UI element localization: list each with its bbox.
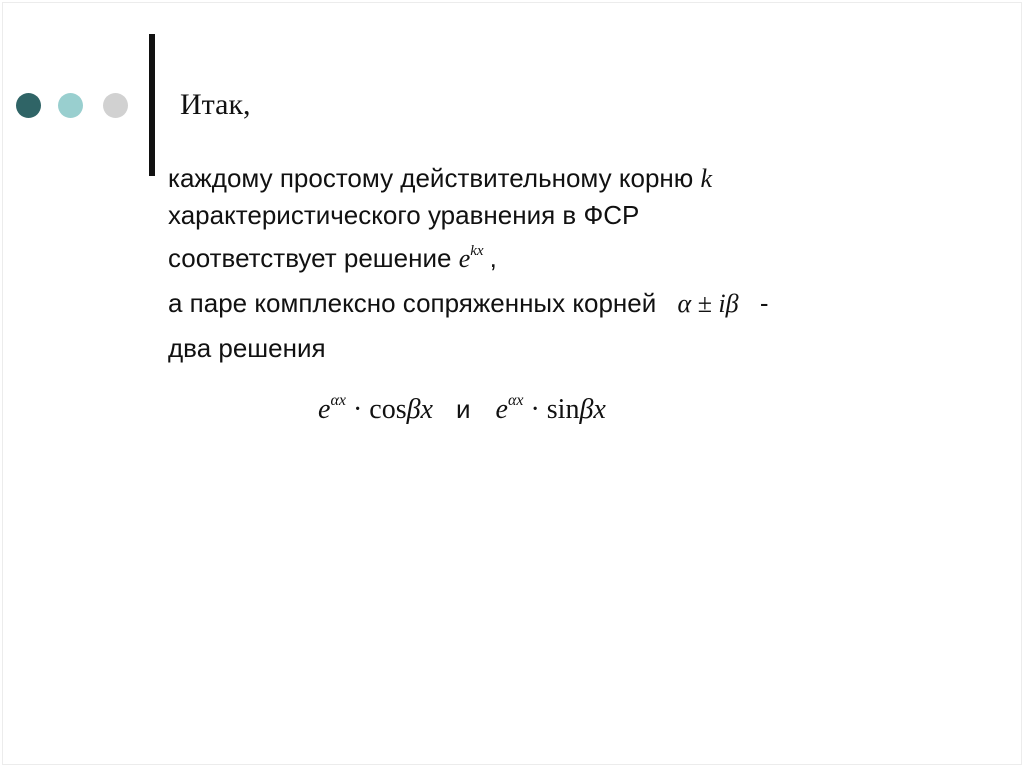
exp-power: kx xyxy=(470,243,484,259)
paragraph1-line1 xyxy=(168,160,988,197)
slide-title: Итак, xyxy=(180,88,251,121)
slide-body xyxy=(168,160,988,366)
formula-func-cos: cos xyxy=(369,394,407,425)
solution-exponential xyxy=(459,244,484,273)
paragraph1-line1-text: каждому простому действительному корню xyxy=(168,163,694,193)
bullet-dot-gray xyxy=(103,93,128,118)
formula-base-2: e xyxy=(495,394,508,425)
formula-exp-2: αx xyxy=(507,392,524,409)
paragraph1-line3 xyxy=(168,233,988,277)
bullet-dot-light-teal xyxy=(58,93,83,118)
paragraph2-line1-text: а паре комплексно сопряженных корней xyxy=(168,288,657,318)
formula-conjunction: и xyxy=(455,394,471,424)
bullet-dot-dark-teal xyxy=(16,93,41,118)
solutions-formula xyxy=(318,392,606,426)
formula-exp-1: αx xyxy=(330,392,346,409)
formula-arg-2: βx xyxy=(579,394,606,425)
formula-dot-1: · xyxy=(352,394,363,425)
paragraph2-dash: - xyxy=(759,288,769,318)
paragraph1-line3-text: соответствует решение xyxy=(168,243,452,273)
formula-base-1: e xyxy=(318,394,331,425)
complex-roots-expression: α ± iβ xyxy=(677,289,739,318)
exp-base: e xyxy=(458,244,471,273)
formula-dot-2: · xyxy=(530,394,540,425)
slide-frame xyxy=(2,2,1022,765)
vertical-divider-bar xyxy=(149,34,155,176)
paragraph2-line1 xyxy=(168,285,988,322)
root-variable-k: k xyxy=(700,164,713,193)
formula-func-sin: sin xyxy=(546,394,580,425)
paragraph1-line2: характеристического уравнения в ФСР xyxy=(168,200,640,230)
paragraph2-line2: два решения xyxy=(168,333,326,363)
formula-arg-1: βx xyxy=(406,394,433,425)
paragraph1-line3-comma: , xyxy=(489,243,497,273)
